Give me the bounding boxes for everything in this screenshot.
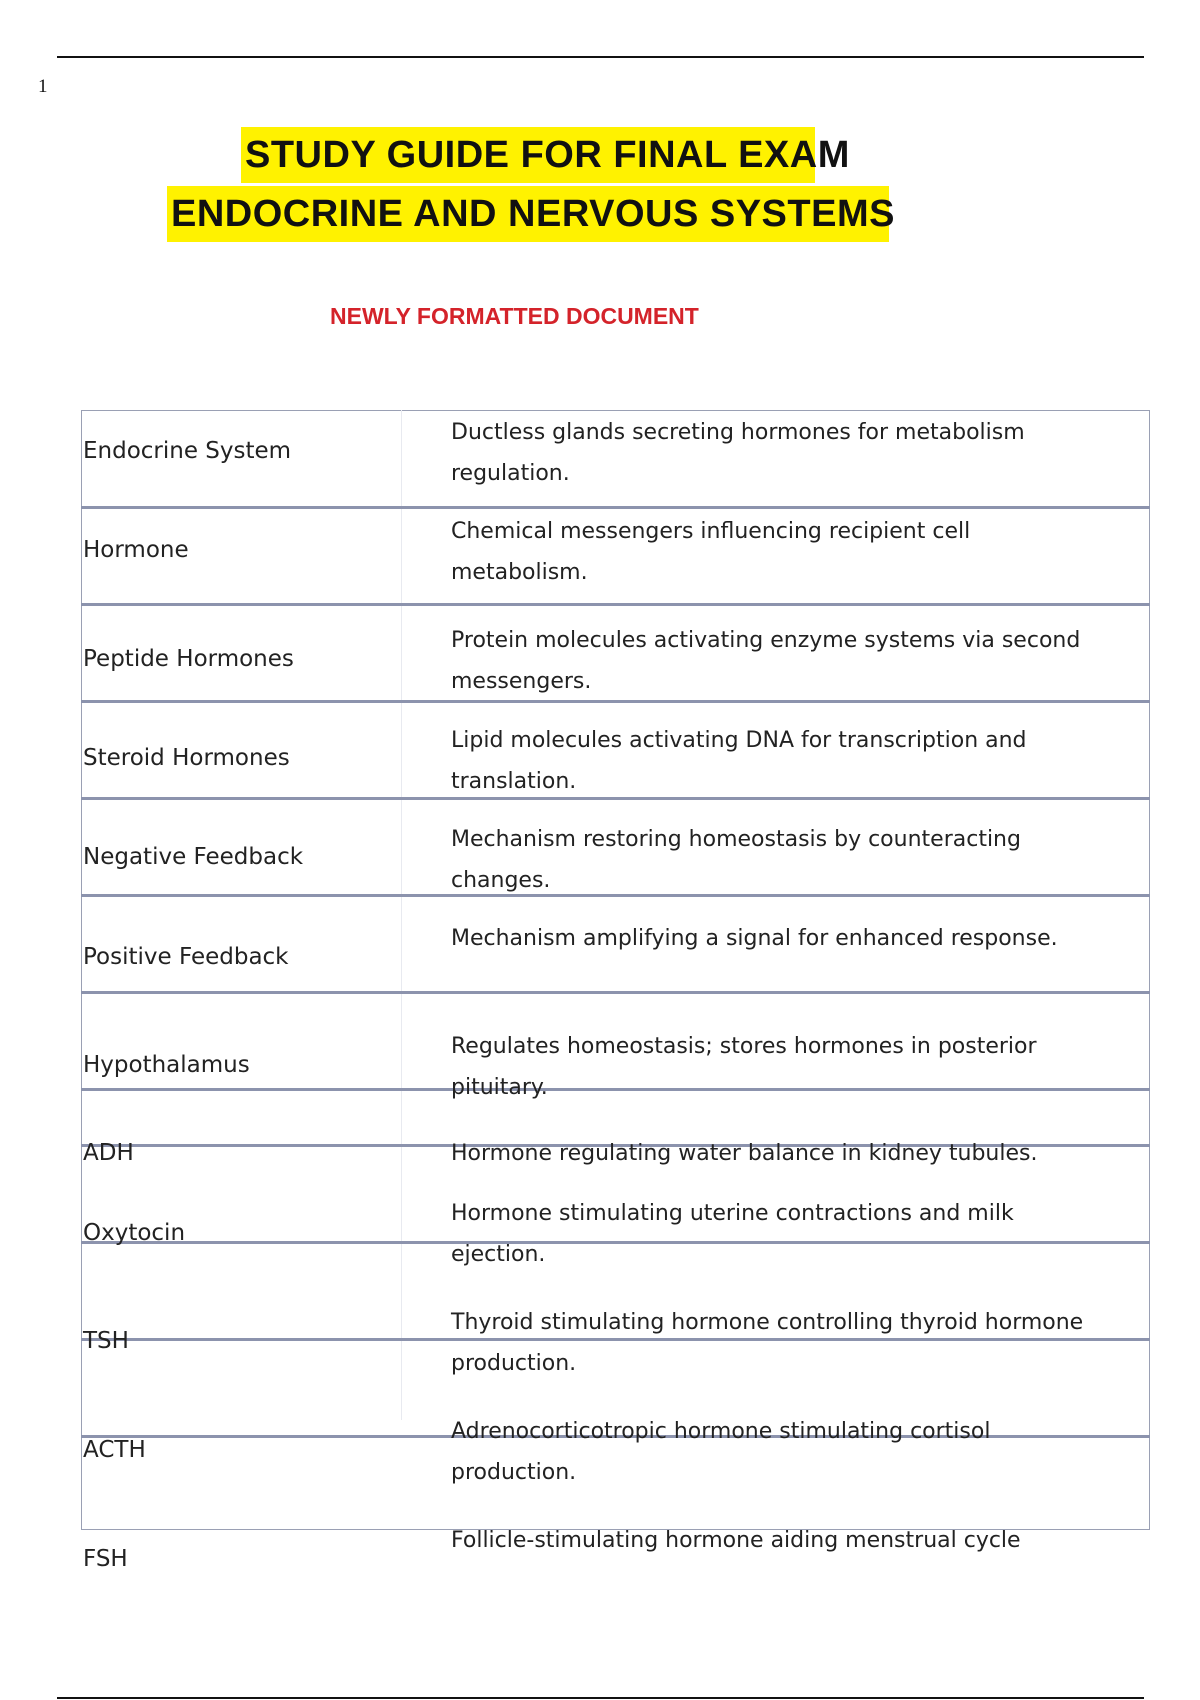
term-adh: ADH xyxy=(83,1140,134,1166)
term-tsh: TSH xyxy=(83,1328,129,1354)
title-line-2: ENDOCRINE AND NERVOUS SYSTEMS xyxy=(167,186,889,242)
title-line-1: STUDY GUIDE FOR FINAL EXAM xyxy=(241,127,815,183)
term-fsh: FSH xyxy=(83,1546,128,1572)
term-peptide-hormones: Peptide Hormones xyxy=(83,646,294,672)
row-divider xyxy=(81,603,1150,606)
definition-fsh: Follicle-stimulating hormone aiding menstrual cycle xyxy=(451,1528,1021,1553)
definition-positive-feedback: Mechanism amplifying a signal for enhanced response. xyxy=(451,926,1058,951)
page-number: 1 xyxy=(38,76,48,97)
term-endocrine-system: Endocrine System xyxy=(83,438,292,464)
definition-oxytocin: Hormone stimulating uterine contractions and milk ejection. xyxy=(451,1201,1014,1267)
subtitle: NEWLY FORMATTED DOCUMENT xyxy=(330,303,699,329)
definition-tsh: Thyroid stimulating hormone controlling thyroid hormone production. xyxy=(451,1310,1084,1376)
term-acth: ACTH xyxy=(83,1437,146,1463)
definition-endocrine-system: Ductless glands secreting hormones for metabolism regulation. xyxy=(451,420,1025,486)
term-oxytocin: Oxytocin xyxy=(83,1220,186,1246)
row-divider xyxy=(81,991,1150,994)
definition-adh: Hormone regulating water balance in kidney tubules. xyxy=(451,1141,1038,1166)
definition-negative-feedback: Mechanism restoring homeostasis by counteracting changes. xyxy=(451,827,1021,893)
definition-hypothalamus: Regulates homeostasis; stores hormones in posterior pituitary. xyxy=(451,1034,1037,1100)
row-divider xyxy=(81,506,1150,509)
term-hypothalamus: Hypothalamus xyxy=(83,1052,250,1078)
bottom-rule xyxy=(57,1697,1144,1699)
definition-steroid-hormones: Lipid molecules activating DNA for transcription and translation. xyxy=(451,728,1027,794)
term-positive-feedback: Positive Feedback xyxy=(83,944,289,970)
definition-peptide-hormones: Protein molecules activating enzyme systems via second messengers. xyxy=(451,628,1081,694)
definition-hormone: Chemical messengers influencing recipient cell metabolism. xyxy=(451,519,971,585)
column-divider xyxy=(401,410,402,1420)
term-hormone: Hormone xyxy=(83,537,189,563)
term-steroid-hormones: Steroid Hormones xyxy=(83,745,290,771)
definition-acth: Adrenocorticotropic hormone stimulating cortisol production. xyxy=(451,1419,991,1485)
top-rule xyxy=(57,56,1144,58)
term-negative-feedback: Negative Feedback xyxy=(83,844,304,870)
